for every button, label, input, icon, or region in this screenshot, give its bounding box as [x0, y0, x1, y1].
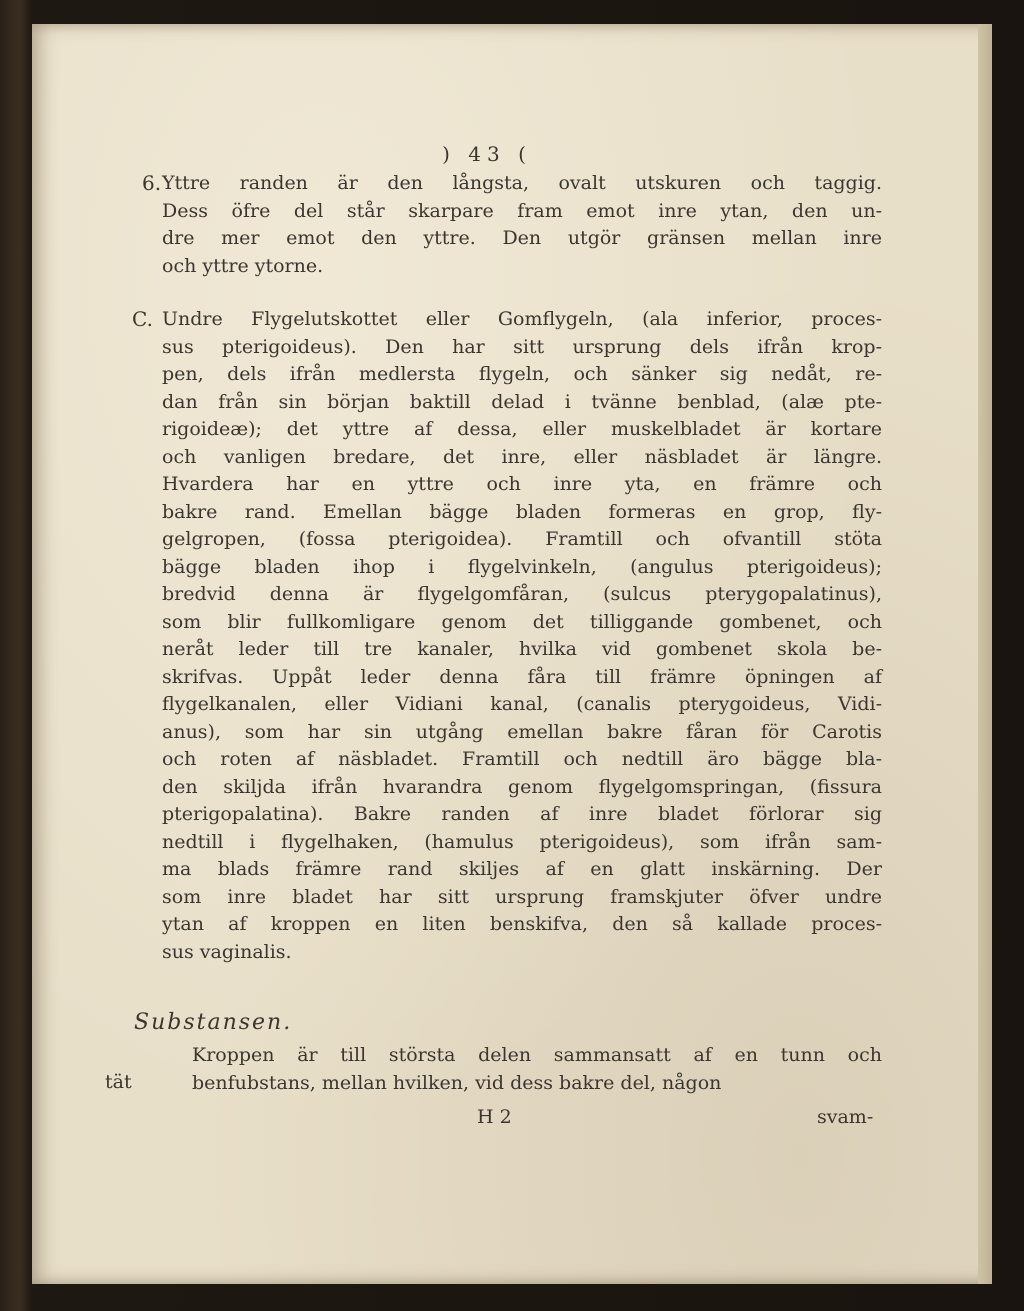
text-line: dre mer emot den yttre. Den utgör gränsen mellan inre: [162, 227, 882, 249]
signature-mark: H 2: [477, 1106, 512, 1128]
book-page: [32, 24, 992, 1284]
text-line: ytan af kroppen en liten benskifva, den så kallade proces-: [162, 913, 882, 935]
text-line: och vanligen bredare, det inre, eller näsbladet är längre.: [162, 445, 882, 468]
text-line: ma blads främre rand skiljes af en glatt inskärning. Der: [162, 858, 882, 880]
text-line: Dess öfre del står skarpare fram emot inre ytan, den un-: [162, 199, 882, 222]
text-line: Undre Flygelutskottet eller Gomflygeln, (ala inferior, proces-: [162, 308, 882, 330]
paragraph-yttre-randen: [162, 170, 882, 280]
text-line: skrifvas. Uppåt leder denna fåra till främre öpningen af: [162, 665, 882, 688]
text-line: som inre bladet har sitt ursprung framskjuter öfver undre: [162, 885, 882, 908]
text-line: den skiljda ifrån hvarandra genom flygelgomspringan, (fissura: [162, 775, 882, 798]
paragraph-undre-flygelutskottet: [162, 306, 882, 966]
text-line: och roten af näsbladet. Framtill och nedtill äro bägge bla-: [162, 748, 882, 770]
text-line: Yttre randen är den långsta, ovalt utskuren och taggig.: [162, 172, 882, 194]
text-line: dan från sin början baktill delad i tvänne benblad, (alæ pte-: [162, 390, 882, 413]
text-line: gelgropen, (fossa pterigoidea). Framtill och ofvantill stöta: [162, 528, 882, 550]
text-line: sus vaginalis.: [162, 940, 292, 963]
text-line: benfubstans, mellan hvilken, vid dess bakre del, någon: [192, 1071, 722, 1094]
paragraph-substansen: [192, 1042, 882, 1097]
text-line: sus pterigoideus). Den har sitt ursprung dels ifrån krop-: [162, 335, 882, 358]
para-marker: C.: [132, 307, 153, 331]
catchword: svam-: [817, 1106, 874, 1128]
text-line: pterigopalatina). Bakre randen af inre bladet förlorar sig: [162, 803, 882, 825]
page-edge: [978, 24, 992, 1284]
text-line: bakre rand. Emellan bägge bladen formeras en grop, fly-: [162, 500, 882, 523]
page-number: ) 43 (: [442, 142, 532, 166]
text-line: nedtill i flygelhaken, (hamulus pterigoideus), som ifrån sam-: [162, 830, 882, 853]
text-line: Hvardera har en yttre och inre yta, en främre och: [162, 473, 882, 495]
text-line: neråt leder till tre kanaler, hvilka vid gombenet skola be-: [162, 638, 882, 660]
text-line: flygelkanalen, eller Vidiani kanal, (canalis pterygoideus, Vidi-: [162, 693, 882, 715]
text-line: och yttre ytorne.: [162, 254, 324, 277]
text-line: bägge bladen ihop i flygelvinkeln, (angulus pterigoideus);: [162, 555, 882, 578]
section-heading: Substansen.: [134, 1010, 293, 1035]
text-line: rigoideæ); det yttre af dessa, eller muskelbladet är kortare: [162, 418, 882, 440]
margin-word: tät: [105, 1071, 132, 1093]
text-line: Kroppen är till största delen sammansatt af en tunn och: [192, 1044, 882, 1066]
para-marker: 6.: [142, 171, 162, 195]
text-line: som blir fullkomligare genom det tilliggande gombenet, och: [162, 610, 882, 633]
text-line: anus), som har sin utgång emellan bakre fåran för Carotis: [162, 720, 882, 743]
text-line: pen, dels ifrån medlersta flygeln, och sänker sig nedåt, re-: [162, 363, 882, 385]
text-line: bredvid denna är flygelgomfåran, (sulcus pterygopalatinus),: [162, 583, 882, 605]
